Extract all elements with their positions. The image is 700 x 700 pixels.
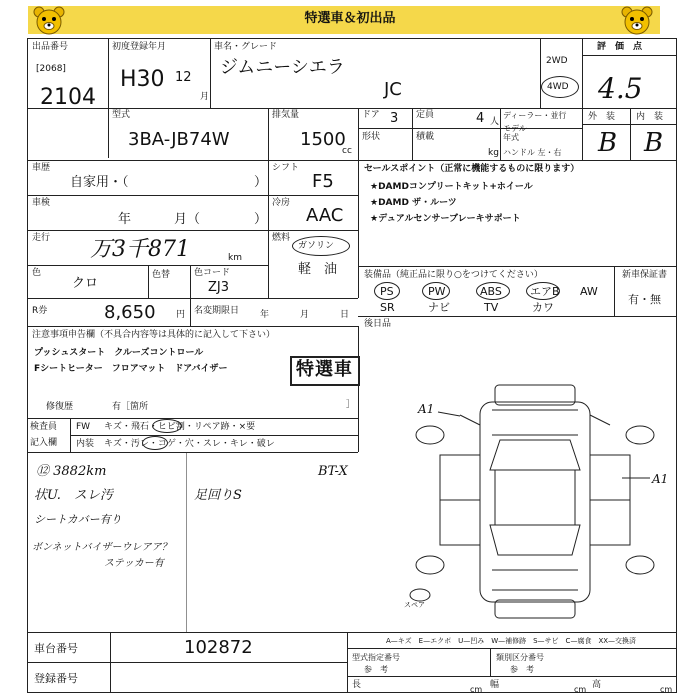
fuel-gas: ガソリン [298,241,335,251]
inspector-label: 検査員 [30,422,58,432]
recycle-value: 8,650 [104,302,156,323]
equip-abs: ABS [480,285,502,298]
capacity-unit: 人 [490,117,500,127]
hw-line-5: ステッカー有 [104,558,164,569]
wid-label: 幅 [490,680,500,690]
meigi-year: 年 [260,310,270,320]
repair-label: 修復歴 [46,402,74,412]
sales-point-3: ★デュアルセンサーブレーキサポート [370,214,521,224]
notes-line-1: プッシュスタート クルーズコントロール [34,348,204,358]
mileage-unit: km [228,253,242,263]
drive-4wd: 4WD [547,82,569,92]
fw-label: FW [76,422,91,432]
type-ref: 参 考 [364,665,388,674]
history-value: 自家用・（ [70,175,129,190]
special-stamp-text: 特選車 [296,359,353,380]
warranty-opts: 有・無 [628,293,661,306]
repair-value: 有［箇所 [112,402,149,412]
shape-label: 形状 [362,132,381,142]
interior-value: B [644,128,664,158]
hgt-unit: cm [660,685,673,694]
inspection-label: 車検 [32,198,51,208]
inspection-month: 月（ [174,212,201,227]
displacement-label: 排気量 [272,110,300,120]
diagram-a1: A1 [418,402,435,416]
equip-airbag: エアB [530,285,560,298]
inspection-close: ） [254,212,268,227]
len-label: 長 [352,680,362,690]
diagram-spare: スペア [404,601,425,609]
load-label: 積載 [416,132,435,142]
header-title: 特選車＆初出品 [304,11,396,26]
exterior-value: B [598,128,618,158]
car-name-label: 車名・グレード [214,42,278,52]
color-label: 色 [32,268,42,278]
color-code: ZJ3 [208,280,230,295]
shift-label: シフト [272,163,300,173]
fuel-label: 燃料 [272,233,291,243]
equip-tv: TV [484,301,499,314]
handle-label: ハンドル 左・右 [503,148,562,157]
history-label: 車歴 [32,163,51,173]
lot-label: 出品番号 [32,42,69,52]
equip-aw: AW [580,285,598,298]
equip-leather: カワ [532,301,554,314]
repair-close: ］ [346,400,356,410]
bear-mascot-icon [32,6,66,40]
doors-label: ドア [362,110,380,120]
color-code-label: 色コード [194,268,231,278]
capacity-value: 4 [476,111,485,126]
hw-line-4: ボンネットバイザーウレアア？ [32,542,172,553]
diagram-a1-right: A1 [652,472,669,486]
dealer-label: ディーラー・並行 [503,111,567,120]
model-value: 3BA-JB74W [128,129,230,150]
notes-line-2: Fシートヒーター フロアマット ドアバイザー [34,364,228,374]
first-reg-label: 初度登録年月 [112,42,167,52]
reg-label: 登録番号 [34,672,78,685]
displacement-unit: cc [342,146,352,156]
exterior-label: 外 装 [588,112,616,122]
equip-ps: PS [380,285,394,298]
type-label: 型式指定番号 [352,653,400,662]
int-label: 内装 [76,439,95,449]
class-ref: 参 考 [510,665,534,674]
meigi-month: 月 [300,310,310,320]
sales-point-2: ★DAMD ザ・ルーツ [370,198,457,208]
equip-sr: SR [380,301,395,314]
hw-line-2: 状U. スレ汚 [34,488,113,503]
mileage-label: 走行 [32,233,51,243]
equipment-label: 装備品（純正品に限り○をつけてください） [364,270,543,280]
cooling-label: 冷房 [272,198,291,208]
fuel-diesel: 軽 油 [298,262,338,277]
first-reg-month-unit: 月 [200,92,210,102]
sales-point-1: ★DAMDコンプリートキット+ホイール [370,182,533,192]
history-close: ） [254,175,268,190]
equip-navi: ナビ [428,301,450,314]
hw-right: BT-X [318,464,348,479]
inspector-label-2: 記入欄 [30,438,58,448]
displacement-value: 1500 [300,129,346,150]
model-year-label: モデル 年式 [503,124,527,142]
color-change-label: 色替 [152,270,171,280]
notes-label: 注意事項申告欄（不具合内容等は具体的に記入して下さい） [32,330,276,340]
model-label: 型式 [112,110,131,120]
cooling-value: AAC [306,205,344,226]
color-value: クロ [72,276,99,291]
class-label: 類別区分番号 [496,653,544,662]
recycle-unit: 円 [176,310,186,320]
inspection-year: 年 [118,212,132,227]
car-name: ジムニーシエラ [220,57,345,78]
first-reg-era: H30 [120,67,165,92]
recycle-label: R券 [32,306,48,316]
hw-line-3: シートカバー有り [34,513,122,526]
sales-label: セールスポイント（正常に機能するものに限ります） [364,164,580,174]
after-label: 後日品 [364,319,392,329]
lot-sub: [2068] [36,64,66,74]
chassis-label: 車台番号 [34,642,78,655]
chassis-value: 102872 [184,637,253,658]
score-value: 4.5 [598,72,643,105]
hw-line-1: ⑫ 3882km [36,464,107,479]
score-label: 評 価 点 [597,42,643,52]
len-unit: cm [470,685,483,694]
wid-unit: cm [574,685,587,694]
damage-legend: A—キズ E—エクボ U—凹み W—補修跡 S—サビ C—腐食 XX—交換済 [386,637,637,645]
shift-value: F5 [312,171,334,192]
mileage-value: 万3千871 [90,237,190,262]
doors-value: 3 [390,111,399,126]
meigi-day: 日 [340,310,350,320]
car-damage-diagram [400,380,670,629]
drive-2wd: 2WD [546,56,568,66]
int-options: キズ・汚レ・コゲ・穴・スレ・キレ・破レ [104,439,275,449]
hgt-label: 高 [592,680,602,690]
capacity-label: 定員 [416,110,435,120]
meigi-label: 名変期限日 [194,306,240,316]
interior-label: 内 装 [636,112,664,122]
first-reg-month: 12 [175,70,192,85]
car-grade: JC [384,79,402,100]
lot-number: 2104 [40,85,96,110]
hw-mid: 足回りS [194,488,242,503]
new-warranty-label: 新車保証書 [622,270,668,280]
equip-pw: PW [428,285,446,298]
bear-mascot-icon [620,6,654,40]
fw-options: キズ・飛石・ヒビ割・リペア跡・×要 [104,422,256,432]
load-unit: kg [488,148,499,158]
